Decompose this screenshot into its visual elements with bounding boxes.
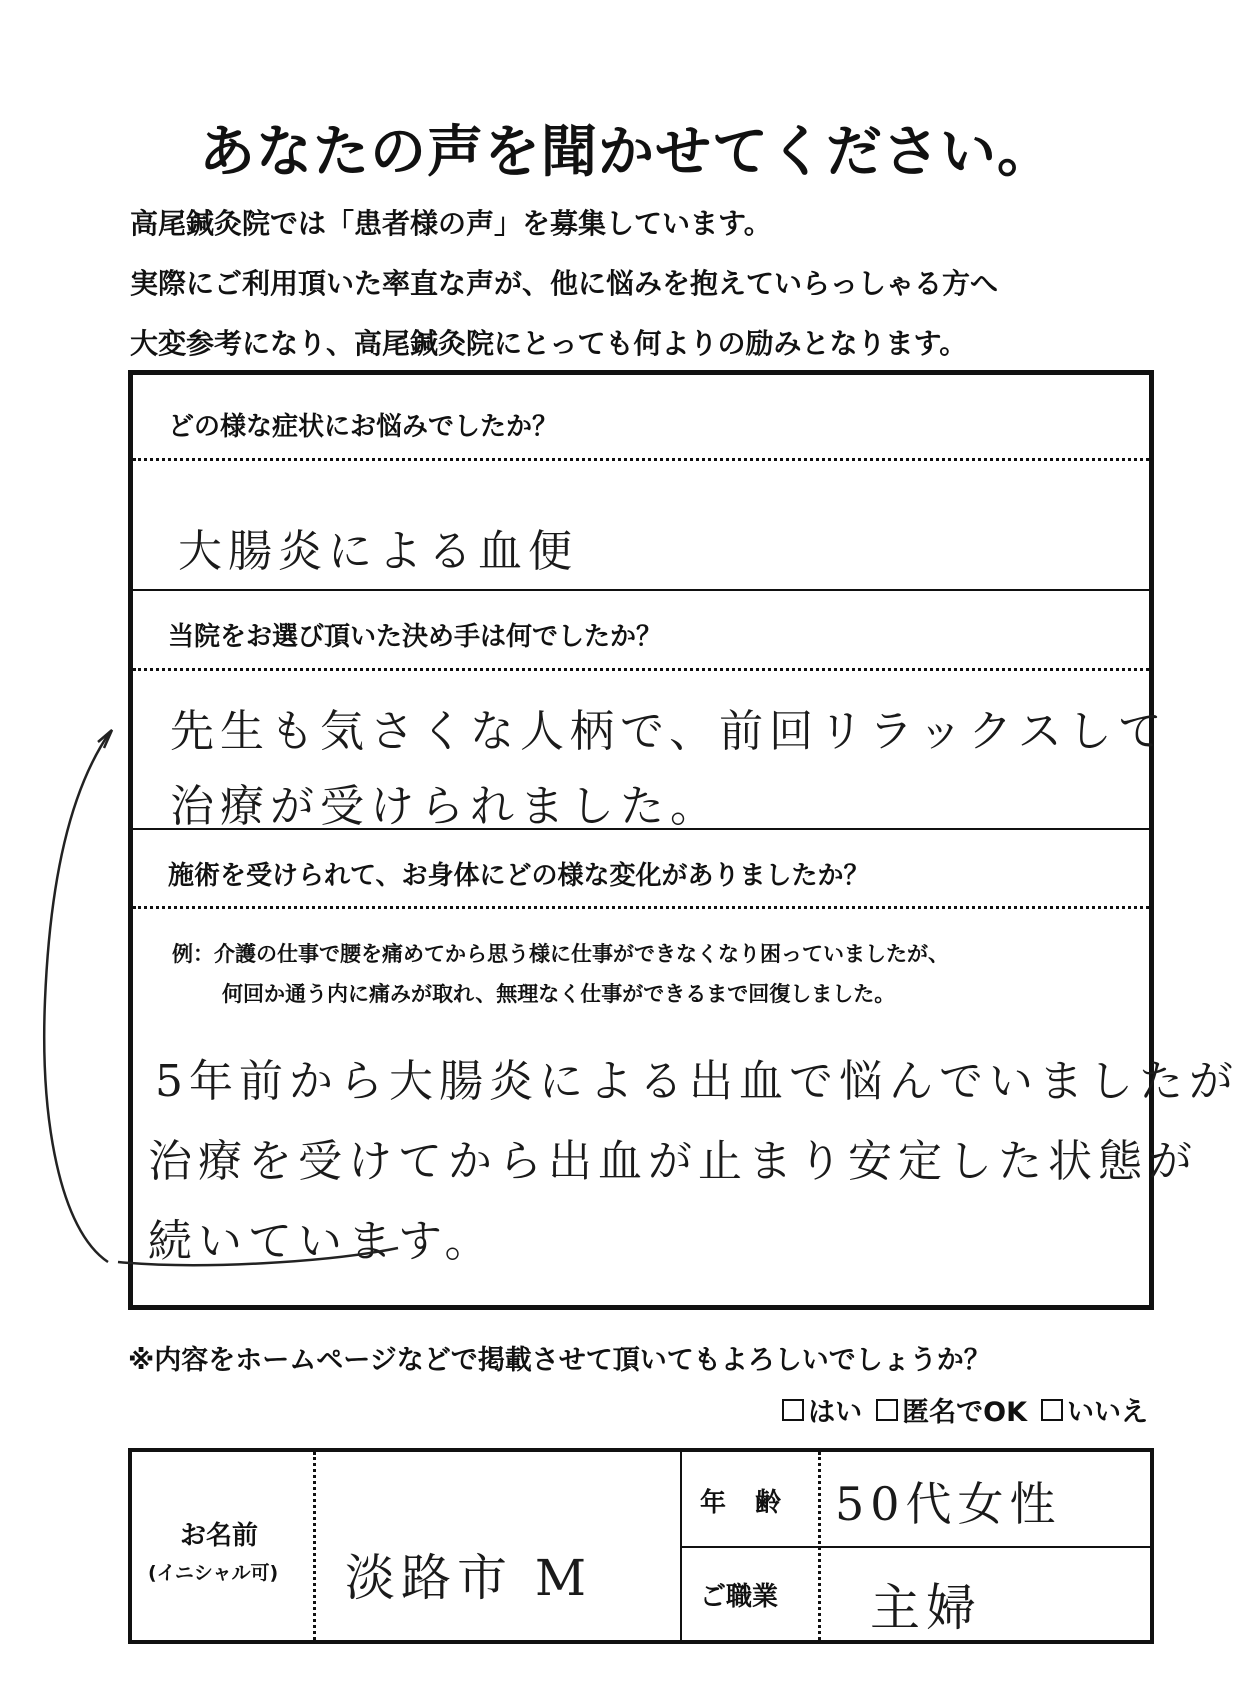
intro-line-3: 大変参考になり、高尾鍼灸院にとっても何よりの励みとなります。 bbox=[130, 327, 968, 360]
occupation-label: ご職業 bbox=[700, 1582, 779, 1612]
checkbox-icon[interactable] bbox=[782, 1399, 804, 1421]
question-symptoms: どの様な症状にお悩みでしたか？ bbox=[168, 412, 559, 442]
intro-line-1: 高尾鍼灸院では「患者様の声」を募集しています。 bbox=[130, 207, 772, 240]
answer-body-change-line-3[interactable]: 続いています。 bbox=[148, 1216, 495, 1267]
age-label: 年 齢 bbox=[700, 1488, 792, 1518]
intro-line-2: 実際にご利用頂いた率直な声が、他に悩みを抱えていらっしゃる方へ bbox=[130, 267, 999, 300]
answer-symptoms[interactable]: 大腸炎による血便 bbox=[178, 526, 578, 577]
option-anonymous[interactable]: 匿名でOK bbox=[876, 1390, 1027, 1429]
answer-deciding-factor-line-1[interactable]: 先生も気さくな人柄で、前回リラックスして bbox=[170, 706, 1168, 757]
consent-question: ※内容をホームページなどで掲載させて頂いてもよろしいでしょうか？ bbox=[128, 1345, 991, 1376]
checkbox-icon[interactable] bbox=[876, 1399, 898, 1421]
age-value[interactable]: 50代女性 bbox=[835, 1477, 1062, 1531]
divider bbox=[313, 1452, 316, 1640]
question-body-change: 施術を受けられて、お身体にどの様な変化がありましたか？ bbox=[168, 861, 870, 891]
consent-options bbox=[782, 1390, 1148, 1429]
name-label: お名前 bbox=[180, 1521, 259, 1551]
example-line-2: 何回か通う内に痛みが取れ、無理なく仕事ができるまで回復しました。 bbox=[222, 982, 896, 1006]
name-value[interactable]: 淡路市 M bbox=[345, 1549, 593, 1607]
divider bbox=[682, 1546, 1150, 1548]
name-sublabel: (イニシャル可) bbox=[148, 1562, 279, 1584]
example-line-1: 例：介護の仕事で腰を痛めてから思う様に仕事ができなくなり困っていましたが、 bbox=[172, 942, 949, 966]
answer-body-change-line-1[interactable]: 5年前から大腸炎による出血で悩んでいましたが bbox=[155, 1056, 1239, 1107]
page-title: あなたの声を聞かせてください。 bbox=[199, 120, 1054, 185]
answer-deciding-factor-line-2[interactable]: 治療が受けられました。 bbox=[170, 781, 720, 832]
answer-body-change-line-2[interactable]: 治療を受けてから出血が止まり安定した状態が bbox=[148, 1136, 1198, 1187]
option-yes[interactable]: はい bbox=[782, 1390, 862, 1429]
checkbox-icon[interactable] bbox=[1041, 1399, 1063, 1421]
occupation-value[interactable]: 主婦 bbox=[870, 1579, 982, 1637]
question-deciding-factor: 当院をお選び頂いた決め手は何でしたか？ bbox=[168, 622, 663, 652]
option-no[interactable]: いいえ bbox=[1041, 1390, 1148, 1429]
